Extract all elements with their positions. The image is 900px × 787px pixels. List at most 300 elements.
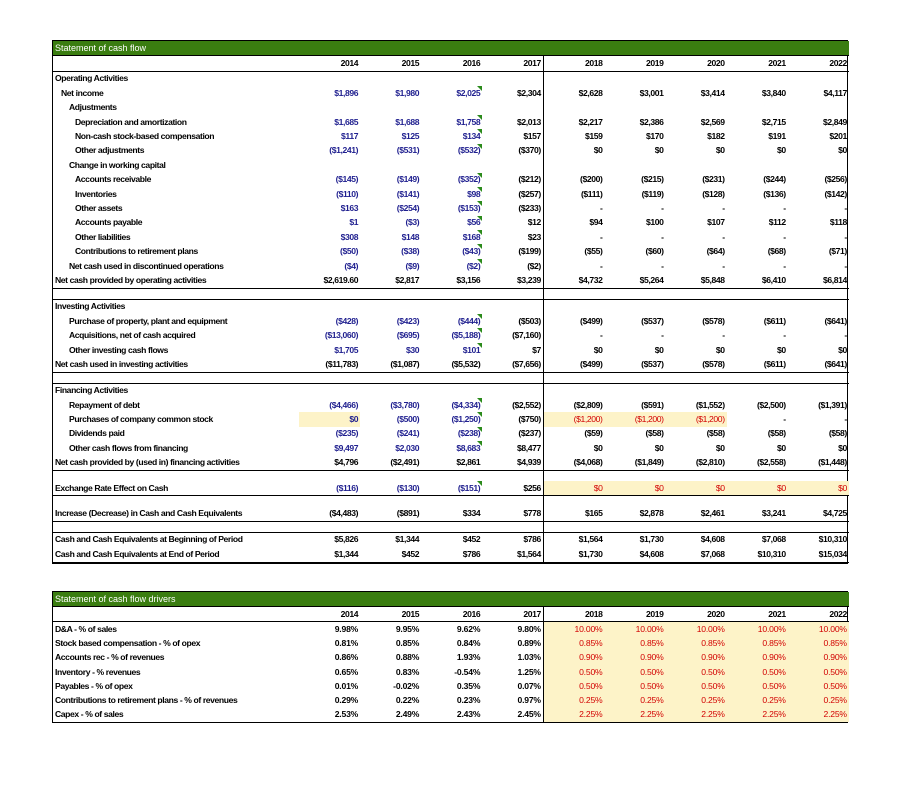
- year-header: 2020: [666, 607, 727, 622]
- value-cell: -: [600, 202, 603, 213]
- year-header: 2019: [604, 56, 665, 71]
- value-cell: [604, 288, 665, 299]
- value-cell: ($153): [421, 201, 482, 215]
- value-cell: $1,730: [543, 547, 604, 562]
- value-cell: 0.50%: [788, 679, 849, 693]
- value-cell: [360, 470, 421, 481]
- value-cell: $0: [715, 145, 725, 156]
- table-row: [53, 441, 849, 455]
- value-cell: ($2,491): [360, 456, 421, 471]
- table-row: [53, 637, 849, 651]
- value-cell: [543, 521, 604, 532]
- value-cell: ($1,849): [604, 456, 665, 471]
- table-row: [53, 412, 849, 426]
- value-cell: ($591): [641, 399, 664, 410]
- value-cell: $0: [838, 344, 847, 355]
- table-row: [53, 158, 849, 172]
- value-cell: $0: [838, 442, 847, 453]
- year-header: 2021: [727, 56, 788, 71]
- value-cell: ($58): [767, 428, 786, 439]
- value-cell: 0.83%: [395, 666, 420, 677]
- value-cell: $1,344: [360, 532, 421, 547]
- value-cell: [666, 496, 727, 507]
- value-cell: ($499): [543, 357, 604, 372]
- value-cell: ($1,448): [788, 456, 849, 471]
- value-cell: ($55): [584, 246, 603, 257]
- value-cell: ($71): [828, 246, 847, 257]
- row-label: Cash and Cash Equivalents at End of Period: [53, 547, 299, 562]
- value-cell: ($578): [702, 315, 725, 326]
- value-cell: $5,264: [604, 273, 665, 288]
- value-cell: ($1,200): [543, 412, 604, 426]
- value-cell: $5,826: [299, 532, 360, 547]
- value-cell: $201: [829, 131, 847, 142]
- value-cell: ($149): [396, 174, 420, 185]
- row-label: Net cash used in investing activities: [53, 357, 299, 372]
- value-cell: [727, 383, 788, 398]
- value-cell: 9.98%: [334, 623, 359, 634]
- value-cell: ($1,241): [329, 145, 359, 156]
- value-cell: 2.43%: [456, 709, 481, 720]
- value-cell: $0: [715, 344, 725, 355]
- table-row: [53, 496, 849, 507]
- row-label: Stock based compensation - % of opex: [55, 638, 201, 649]
- year-header: 2014: [299, 56, 360, 71]
- value-cell: ($444): [421, 314, 482, 328]
- value-cell: 0.50%: [604, 679, 665, 693]
- value-cell: ($537): [604, 357, 665, 372]
- value-cell: ($212): [482, 173, 543, 187]
- value-cell: $2,461: [666, 506, 727, 521]
- table-row: [53, 101, 849, 115]
- value-cell: 0.50%: [604, 665, 665, 679]
- value-cell: [421, 299, 482, 314]
- table-row: [53, 427, 849, 441]
- table-row: [53, 86, 849, 100]
- value-cell: 0.50%: [543, 665, 604, 679]
- value-cell: ($119): [641, 188, 664, 199]
- value-cell: ($7,160): [482, 328, 543, 342]
- value-cell: $30: [406, 344, 420, 355]
- value-cell: $786: [482, 532, 543, 547]
- value-cell: ($116): [299, 481, 360, 496]
- value-cell: [543, 71, 604, 86]
- value-cell: 0.25%: [604, 693, 665, 707]
- value-cell: $2,861: [421, 456, 482, 471]
- value-cell: $134: [421, 129, 482, 143]
- table-row: [53, 383, 849, 398]
- value-cell: ($111): [580, 188, 603, 199]
- value-cell: $118: [829, 217, 847, 228]
- value-cell: $1,705: [334, 344, 359, 355]
- table-row: [53, 357, 849, 372]
- value-cell: 0.85%: [788, 637, 849, 651]
- value-cell: ($423): [396, 315, 420, 326]
- value-cell: 0.50%: [727, 679, 788, 693]
- row-label: Acquisitions, net of cash acquired: [69, 330, 196, 341]
- value-cell: [666, 299, 727, 314]
- year-header: 2018: [543, 56, 604, 71]
- value-cell: [360, 299, 421, 314]
- value-cell: ($58): [645, 428, 664, 439]
- value-cell: ($256): [824, 174, 847, 185]
- value-cell: [421, 372, 482, 383]
- value-cell: ($1,552): [695, 399, 725, 410]
- value-cell: $452: [421, 532, 482, 547]
- value-cell: 0.50%: [788, 665, 849, 679]
- value-cell: $168: [421, 230, 482, 244]
- row-label: Cash and Cash Equivalents at Beginning of Period: [53, 532, 299, 547]
- value-cell: 10.00%: [604, 622, 665, 637]
- table-row: [53, 708, 849, 722]
- value-cell: ($142): [824, 188, 847, 199]
- table-row: [53, 651, 849, 665]
- table-row: [53, 481, 849, 496]
- value-cell: 2.25%: [788, 708, 849, 722]
- value-cell: [788, 521, 849, 532]
- table-row: [53, 328, 849, 342]
- value-cell: ($537): [641, 315, 664, 326]
- value-cell: $308: [340, 231, 359, 242]
- value-cell: ($4): [344, 260, 359, 271]
- cash-flow-table: [53, 41, 849, 563]
- value-cell: $4,608: [666, 532, 727, 547]
- value-cell: $0: [593, 145, 603, 156]
- value-cell: $117: [341, 131, 359, 142]
- value-cell: ($2,500): [756, 399, 786, 410]
- value-cell: $0: [654, 145, 664, 156]
- value-cell: ($59): [584, 428, 603, 439]
- value-cell: 0.25%: [666, 693, 727, 707]
- value-cell: 0.89%: [482, 637, 543, 651]
- value-cell: $56: [421, 216, 482, 230]
- value-cell: [421, 71, 482, 86]
- value-cell: ($1,200): [666, 412, 727, 426]
- value-cell: [360, 496, 421, 507]
- value-cell: ($2): [482, 259, 543, 273]
- value-cell: ($750): [482, 412, 543, 426]
- table-row: [53, 173, 849, 187]
- value-cell: $1,730: [604, 532, 665, 547]
- row-label: Purchases of company common stock: [69, 414, 213, 425]
- row-label: D&A - % of sales: [55, 623, 117, 634]
- value-cell: -: [600, 260, 603, 271]
- value-cell: [543, 383, 604, 398]
- value-cell: [421, 470, 482, 481]
- value-cell: [604, 71, 665, 86]
- value-cell: [604, 521, 665, 532]
- value-cell: ($237): [482, 427, 543, 441]
- table-row: [53, 470, 849, 481]
- value-cell: $334: [421, 506, 482, 521]
- value-cell: $4,732: [543, 273, 604, 288]
- value-cell: 0.25%: [727, 693, 788, 707]
- value-cell: 0.22%: [395, 694, 420, 705]
- value-cell: [299, 71, 360, 86]
- value-cell: ($141): [396, 188, 420, 199]
- table-row: [53, 299, 849, 314]
- value-cell: $0: [838, 145, 847, 156]
- value-cell: $148: [401, 231, 420, 242]
- value-cell: 0.35%: [456, 680, 481, 691]
- value-cell: -: [600, 330, 603, 341]
- header-label-cell: [53, 56, 299, 71]
- table-row: [53, 273, 849, 288]
- row-label: Other adjustments: [75, 145, 145, 156]
- value-cell: ($428): [335, 315, 359, 326]
- year-header: 2015: [360, 607, 421, 622]
- year-header: 2019: [604, 607, 665, 622]
- value-cell: [360, 158, 421, 172]
- value-cell: ($695): [396, 330, 420, 341]
- value-cell: [788, 288, 849, 299]
- value-cell: [788, 372, 849, 383]
- year-header: 2015: [360, 56, 421, 71]
- table-row: [53, 71, 849, 86]
- value-cell: $191: [768, 131, 786, 142]
- value-cell: [482, 71, 543, 86]
- value-cell: ($11,783): [299, 357, 360, 372]
- value-cell: -: [661, 231, 664, 242]
- row-label: Investing Activities: [53, 299, 299, 314]
- row-label: Inventory - % revenues: [55, 666, 141, 677]
- value-cell: [543, 288, 604, 299]
- value-cell: $2,878: [604, 506, 665, 521]
- value-cell: ($500): [396, 414, 420, 425]
- value-cell: $4,117: [823, 87, 847, 98]
- row-label: [53, 372, 299, 383]
- value-cell: [788, 158, 849, 172]
- year-header: 2022: [788, 607, 849, 622]
- value-cell: [482, 158, 543, 172]
- row-label: Change in working capital: [69, 159, 166, 170]
- value-cell: -: [661, 260, 664, 271]
- table-row: [53, 115, 849, 129]
- row-label: Accounts receivable: [75, 174, 151, 185]
- value-cell: ($128): [702, 188, 725, 199]
- value-cell: $100: [646, 217, 664, 228]
- year-header: 2020: [666, 56, 727, 71]
- year-header: 2014: [299, 607, 360, 622]
- value-cell: 0.90%: [666, 651, 727, 665]
- value-cell: [666, 158, 727, 172]
- table-row: [53, 456, 849, 471]
- value-cell: ($2,810): [666, 456, 727, 471]
- value-cell: $2,817: [360, 273, 421, 288]
- value-cell: -: [661, 330, 664, 341]
- value-cell: ($68): [767, 246, 786, 257]
- row-label: Net cash provided by (used in) financing activities: [53, 456, 299, 471]
- value-cell: [727, 288, 788, 299]
- value-cell: $778: [482, 506, 543, 521]
- value-cell: $2,569: [700, 116, 725, 127]
- value-cell: 0.25%: [543, 693, 604, 707]
- row-label: Net income: [61, 87, 104, 98]
- value-cell: ($1,200): [604, 412, 665, 426]
- value-cell: $2,849: [823, 116, 847, 127]
- value-cell: $2,304: [482, 86, 543, 100]
- value-cell: [666, 101, 727, 115]
- row-label: Operating Activities: [55, 73, 128, 84]
- value-cell: 0.90%: [604, 651, 665, 665]
- value-cell: [788, 71, 849, 86]
- table-row: [53, 144, 849, 158]
- value-cell: $0: [654, 344, 664, 355]
- value-cell: 0.81%: [334, 638, 359, 649]
- value-cell: ($4,334): [421, 398, 482, 412]
- value-cell: $1,564: [543, 532, 604, 547]
- value-cell: [360, 71, 421, 86]
- value-cell: -: [661, 202, 664, 213]
- table-row: [53, 521, 849, 532]
- value-cell: [543, 101, 604, 115]
- value-cell: -: [600, 231, 603, 242]
- value-cell: $3,156: [421, 273, 482, 288]
- value-cell: 10.00%: [543, 622, 604, 637]
- value-cell: ($2,558): [727, 456, 788, 471]
- value-cell: ($43): [421, 244, 482, 258]
- value-cell: $157: [482, 129, 543, 143]
- value-cell: ($891): [360, 506, 421, 521]
- table-row: [53, 693, 849, 707]
- value-cell: ($145): [335, 174, 359, 185]
- value-cell: 0.86%: [334, 652, 359, 663]
- value-cell: -: [783, 414, 786, 425]
- value-cell: ($4,466): [329, 399, 359, 410]
- value-cell: ($64): [706, 246, 725, 257]
- value-cell: ($3): [405, 217, 420, 228]
- value-cell: $786: [421, 547, 482, 562]
- value-cell: 1.25%: [482, 665, 543, 679]
- row-label: Purchase of property, plant and equipment: [69, 315, 228, 326]
- value-cell: $170: [646, 131, 664, 142]
- row-label: Payables - % of opex: [55, 680, 133, 691]
- value-cell: $3,414: [700, 87, 725, 98]
- value-cell: $2,628: [578, 87, 603, 98]
- value-cell: ($2): [421, 259, 482, 273]
- value-cell: 0.90%: [543, 651, 604, 665]
- value-cell: 0.23%: [456, 694, 481, 705]
- value-cell: ($352): [421, 173, 482, 187]
- value-cell: ($233): [482, 201, 543, 215]
- value-cell: [482, 521, 543, 532]
- value-cell: $1,896: [334, 87, 359, 98]
- value-cell: 0.65%: [334, 666, 359, 677]
- value-cell: ($241): [396, 428, 420, 439]
- value-cell: -0.54%: [454, 666, 481, 677]
- value-cell: $0: [604, 481, 665, 496]
- value-cell: [360, 288, 421, 299]
- value-cell: [482, 496, 543, 507]
- value-cell: ($200): [580, 174, 603, 185]
- value-cell: $3,239: [482, 273, 543, 288]
- value-cell: ($257): [482, 187, 543, 201]
- value-cell: 2.25%: [604, 708, 665, 722]
- table-row: [53, 622, 849, 637]
- value-cell: [482, 383, 543, 398]
- value-cell: 0.50%: [666, 665, 727, 679]
- value-cell: 10.00%: [666, 622, 727, 637]
- value-cell: ($199): [482, 244, 543, 258]
- value-cell: 0.07%: [482, 679, 543, 693]
- value-cell: 9.80%: [482, 622, 543, 637]
- value-cell: 0.84%: [456, 638, 481, 649]
- value-cell: $4,939: [482, 456, 543, 471]
- value-cell: $1: [349, 217, 359, 228]
- table-row: [53, 201, 849, 215]
- value-cell: ($4,068): [543, 456, 604, 471]
- value-cell: $0: [776, 442, 786, 453]
- table-row: [53, 230, 849, 244]
- value-cell: -: [844, 231, 847, 242]
- value-cell: -: [783, 330, 786, 341]
- value-cell: $182: [707, 131, 725, 142]
- table-row: [53, 665, 849, 679]
- value-cell: $10,310: [788, 532, 849, 547]
- value-cell: $1,688: [395, 116, 420, 127]
- value-cell: [727, 158, 788, 172]
- value-cell: [360, 521, 421, 532]
- value-cell: [299, 101, 360, 115]
- value-cell: $0: [788, 481, 849, 496]
- value-cell: $8,683: [421, 441, 482, 455]
- value-cell: [604, 158, 665, 172]
- value-cell: [604, 470, 665, 481]
- value-cell: $0: [593, 344, 603, 355]
- value-cell: $10,310: [727, 547, 788, 562]
- value-cell: [666, 470, 727, 481]
- table-row: [53, 343, 849, 357]
- value-cell: $2,386: [639, 116, 664, 127]
- value-cell: [482, 470, 543, 481]
- row-label: Dividends paid: [69, 428, 125, 439]
- value-cell: [788, 496, 849, 507]
- value-cell: $4,608: [604, 547, 665, 562]
- value-cell: [421, 288, 482, 299]
- value-cell: $2,619.60: [299, 273, 360, 288]
- table-row: [53, 314, 849, 328]
- value-cell: 0.01%: [334, 680, 359, 691]
- year-header: 2021: [727, 607, 788, 622]
- table-row: [53, 187, 849, 201]
- value-cell: [666, 71, 727, 86]
- value-cell: $1,980: [395, 87, 420, 98]
- value-cell: $0: [776, 344, 786, 355]
- value-cell: $94: [589, 217, 603, 228]
- drivers-title: Statement of cash flow drivers: [53, 592, 849, 607]
- value-cell: $165: [543, 506, 604, 521]
- value-cell: ($499): [580, 315, 603, 326]
- value-cell: $452: [360, 547, 421, 562]
- value-cell: [666, 288, 727, 299]
- value-cell: $159: [584, 131, 603, 142]
- value-cell: $2,025: [421, 86, 482, 100]
- value-cell: 10.00%: [788, 622, 849, 637]
- value-cell: $4,796: [299, 456, 360, 471]
- value-cell: -: [783, 202, 786, 213]
- year-header: 2016: [421, 607, 482, 622]
- value-cell: $1,758: [421, 115, 482, 129]
- value-cell: ($4,483): [299, 506, 360, 521]
- value-cell: [604, 383, 665, 398]
- value-cell: [543, 470, 604, 481]
- table-row: [53, 398, 849, 412]
- year-header: 2022: [788, 56, 849, 71]
- value-cell: ($3,780): [390, 399, 420, 410]
- value-cell: $107: [707, 217, 725, 228]
- value-cell: [543, 496, 604, 507]
- row-label: Other assets: [75, 202, 123, 213]
